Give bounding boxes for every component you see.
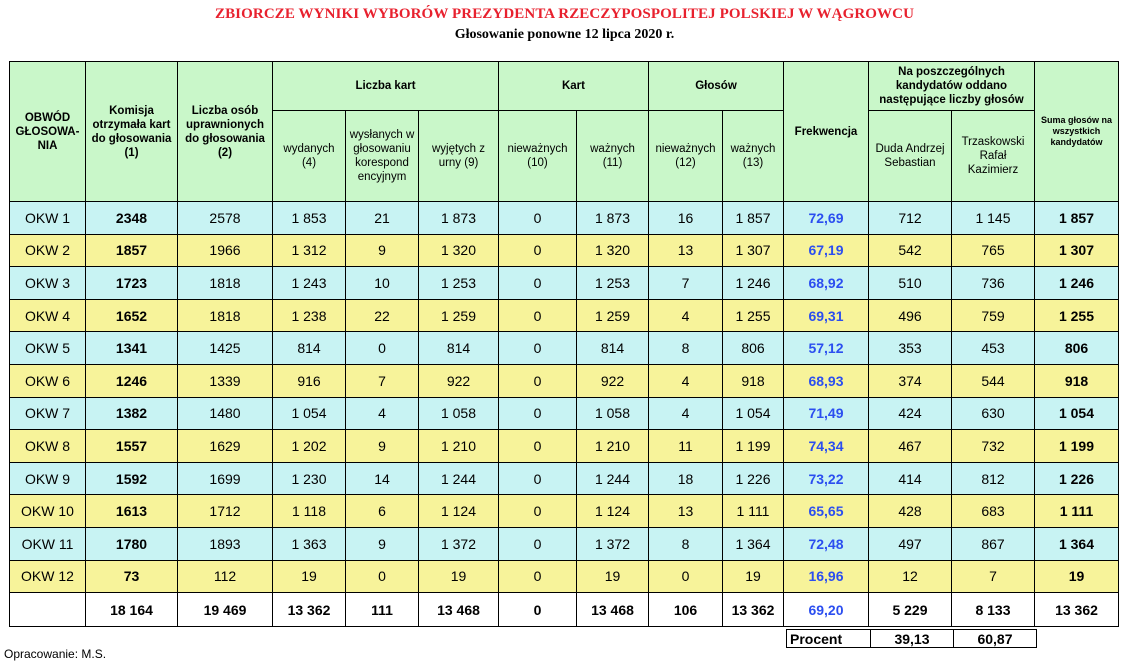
- cell-kart-niewazne: 0: [499, 430, 577, 463]
- total-uprawnieni: 19 469: [178, 593, 273, 627]
- cell-duda: 424: [869, 397, 952, 430]
- cell-wydanych: 1 853: [273, 202, 346, 235]
- cell-kart-wazne: 19: [577, 560, 649, 593]
- cell-duda: 374: [869, 364, 952, 397]
- header-kart-niewazne: nieważnych (10): [499, 111, 577, 202]
- cell-frekwencja: 16,96: [784, 560, 869, 593]
- cell-wyjetych: 1 253: [419, 267, 499, 300]
- cell-glosow-wazne: 19: [723, 560, 784, 593]
- cell-frekwencja: 67,19: [784, 234, 869, 267]
- cell-kart-niewazne: 0: [499, 332, 577, 365]
- total-duda: 5 229: [869, 593, 952, 627]
- cell-glosow-niewazne: 7: [649, 267, 723, 300]
- cell-trzaskowski: 765: [952, 234, 1035, 267]
- table-row: [10, 332, 1119, 365]
- cell-korespond: 6: [346, 495, 419, 528]
- total-kart-wazne: 13 468: [577, 593, 649, 627]
- cell-okw: OKW 3: [10, 267, 86, 300]
- cell-wyjetych: 1 873: [419, 202, 499, 235]
- cell-komisja: 73: [86, 560, 178, 593]
- cell-glosow-niewazne: 4: [649, 299, 723, 332]
- cell-wyjetych: 1 320: [419, 234, 499, 267]
- cell-kart-niewazne: 0: [499, 495, 577, 528]
- cell-kart-niewazne: 0: [499, 299, 577, 332]
- cell-trzaskowski: 867: [952, 527, 1035, 560]
- cell-korespond: 21: [346, 202, 419, 235]
- cell-komisja: 1723: [86, 267, 178, 300]
- cell-duda: 712: [869, 202, 952, 235]
- cell-wydanych: 814: [273, 332, 346, 365]
- cell-korespond: 22: [346, 299, 419, 332]
- cell-wyjetych: 1 058: [419, 397, 499, 430]
- cell-glosow-niewazne: 18: [649, 462, 723, 495]
- total-suma: 13 362: [1035, 593, 1119, 627]
- cell-trzaskowski: 7: [952, 560, 1035, 593]
- cell-glosow-niewazne: 8: [649, 332, 723, 365]
- cell-kart-wazne: 1 124: [577, 495, 649, 528]
- cell-suma: 1 307: [1035, 234, 1119, 267]
- cell-okw: OKW 1: [10, 202, 86, 235]
- cell-frekwencja: 65,65: [784, 495, 869, 528]
- cell-uprawnieni: 1425: [178, 332, 273, 365]
- cell-kart-niewazne: 0: [499, 202, 577, 235]
- cell-suma: 1 857: [1035, 202, 1119, 235]
- cell-wyjetych: 1 259: [419, 299, 499, 332]
- cell-duda: 510: [869, 267, 952, 300]
- header-liczba-kart: Liczba kart: [273, 62, 499, 111]
- table-header: [10, 62, 1119, 202]
- cell-glosow-wazne: 806: [723, 332, 784, 365]
- total-wyjetych: 13 468: [419, 593, 499, 627]
- cell-glosow-niewazne: 4: [649, 397, 723, 430]
- cell-wydanych: 1 238: [273, 299, 346, 332]
- total-komisja: 18 164: [86, 593, 178, 627]
- cell-glosow-wazne: 1 246: [723, 267, 784, 300]
- cell-uprawnieni: 1699: [178, 462, 273, 495]
- cell-wydanych: 1 363: [273, 527, 346, 560]
- cell-wydanych: 1 312: [273, 234, 346, 267]
- cell-kart-wazne: 1 253: [577, 267, 649, 300]
- cell-glosow-wazne: 918: [723, 364, 784, 397]
- cell-suma: 1 226: [1035, 462, 1119, 495]
- cell-okw: OKW 6: [10, 364, 86, 397]
- cell-kart-wazne: 1 320: [577, 234, 649, 267]
- table-row: [10, 462, 1119, 495]
- percent-table: [786, 629, 1037, 648]
- cell-wyjetych: 1 244: [419, 462, 499, 495]
- header-wyjetych: wyjętych z urny (9): [419, 111, 499, 202]
- cell-duda: 12: [869, 560, 952, 593]
- cell-wydanych: 916: [273, 364, 346, 397]
- cell-glosow-niewazne: 13: [649, 234, 723, 267]
- cell-glosow-wazne: 1 364: [723, 527, 784, 560]
- percent-trzaskowski: 60,87: [954, 630, 1037, 648]
- cell-komisja: 1613: [86, 495, 178, 528]
- cell-komisja: 1382: [86, 397, 178, 430]
- totals-row: [10, 593, 1119, 627]
- cell-frekwencja: 74,34: [784, 430, 869, 463]
- cell-suma: 1 111: [1035, 495, 1119, 528]
- cell-uprawnieni: 112: [178, 560, 273, 593]
- total-frekwencja: 69,20: [784, 593, 869, 627]
- cell-wydanych: 1 230: [273, 462, 346, 495]
- header-frekwencja: Frekwencja: [784, 62, 869, 202]
- cell-wyjetych: 1 372: [419, 527, 499, 560]
- cell-kart-niewazne: 0: [499, 234, 577, 267]
- cell-kart-wazne: 1 058: [577, 397, 649, 430]
- cell-uprawnieni: 1629: [178, 430, 273, 463]
- cell-kart-wazne: 1 244: [577, 462, 649, 495]
- cell-kart-niewazne: 0: [499, 462, 577, 495]
- cell-trzaskowski: 759: [952, 299, 1035, 332]
- cell-duda: 414: [869, 462, 952, 495]
- cell-komisja: 1341: [86, 332, 178, 365]
- page-subtitle: Głosowanie ponowne 12 lipca 2020 r.: [454, 27, 675, 42]
- cell-kart-niewazne: 0: [499, 267, 577, 300]
- cell-frekwencja: 69,31: [784, 299, 869, 332]
- cell-duda: 353: [869, 332, 952, 365]
- cell-kart-wazne: 1 259: [577, 299, 649, 332]
- table-body: [10, 202, 1119, 593]
- header-trzaskowski: Trzaskowski Rafał Kazimierz: [952, 111, 1035, 202]
- percent-duda: 39,13: [871, 630, 954, 648]
- cell-okw: OKW 8: [10, 430, 86, 463]
- cell-glosow-wazne: 1 857: [723, 202, 784, 235]
- cell-wydanych: 1 054: [273, 397, 346, 430]
- cell-wydanych: 1 202: [273, 430, 346, 463]
- header-glosow: Głosów: [649, 62, 784, 111]
- cell-kart-niewazne: 0: [499, 527, 577, 560]
- table-totals: [10, 593, 1119, 627]
- cell-uprawnieni: 1818: [178, 299, 273, 332]
- cell-suma: 806: [1035, 332, 1119, 365]
- cell-korespond: 9: [346, 234, 419, 267]
- cell-frekwencja: 68,92: [784, 267, 869, 300]
- footer-credit: Opracowanie: M.S.: [4, 647, 107, 661]
- cell-trzaskowski: 732: [952, 430, 1035, 463]
- cell-uprawnieni: 1818: [178, 267, 273, 300]
- cell-frekwencja: 57,12: [784, 332, 869, 365]
- cell-trzaskowski: 683: [952, 495, 1035, 528]
- cell-trzaskowski: 812: [952, 462, 1035, 495]
- cell-okw: OKW 7: [10, 397, 86, 430]
- cell-korespond: 10: [346, 267, 419, 300]
- cell-duda: 428: [869, 495, 952, 528]
- cell-uprawnieni: 1480: [178, 397, 273, 430]
- totals-empty-cell: [10, 593, 86, 627]
- cell-glosow-niewazne: 4: [649, 364, 723, 397]
- cell-uprawnieni: 2578: [178, 202, 273, 235]
- cell-glosow-wazne: 1 111: [723, 495, 784, 528]
- cell-okw: OKW 10: [10, 495, 86, 528]
- cell-suma: 1 255: [1035, 299, 1119, 332]
- cell-glosow-niewazne: 16: [649, 202, 723, 235]
- cell-okw: OKW 5: [10, 332, 86, 365]
- cell-trzaskowski: 453: [952, 332, 1035, 365]
- cell-frekwencja: 71,49: [784, 397, 869, 430]
- cell-korespond: 7: [346, 364, 419, 397]
- cell-wyjetych: 814: [419, 332, 499, 365]
- cell-korespond: 4: [346, 397, 419, 430]
- cell-frekwencja: 68,93: [784, 364, 869, 397]
- cell-glosow-wazne: 1 199: [723, 430, 784, 463]
- table-row: [10, 267, 1119, 300]
- cell-komisja: 1652: [86, 299, 178, 332]
- cell-wydanych: 1 243: [273, 267, 346, 300]
- cell-komisja: 2348: [86, 202, 178, 235]
- cell-trzaskowski: 630: [952, 397, 1035, 430]
- cell-uprawnieni: 1966: [178, 234, 273, 267]
- table-row: [10, 202, 1119, 235]
- cell-kart-wazne: 1 210: [577, 430, 649, 463]
- cell-wyjetych: 922: [419, 364, 499, 397]
- total-glosow-niewazne: 106: [649, 593, 723, 627]
- cell-glosow-niewazne: 13: [649, 495, 723, 528]
- percent-label: Procent: [787, 630, 871, 648]
- cell-frekwencja: 73,22: [784, 462, 869, 495]
- cell-duda: 496: [869, 299, 952, 332]
- header-komisja: Komisja otrzymała kart do głosowania (1): [86, 62, 178, 202]
- table-row: [10, 299, 1119, 332]
- cell-trzaskowski: 1 145: [952, 202, 1035, 235]
- cell-kart-wazne: 1 873: [577, 202, 649, 235]
- table-row: [10, 527, 1119, 560]
- cell-kart-wazne: 922: [577, 364, 649, 397]
- total-korespond: 111: [346, 593, 419, 627]
- cell-komisja: 1780: [86, 527, 178, 560]
- header-kart-wazne: ważnych (11): [577, 111, 649, 202]
- table-row: [10, 364, 1119, 397]
- cell-frekwencja: 72,48: [784, 527, 869, 560]
- table-row: [10, 495, 1119, 528]
- cell-glosow-niewazne: 0: [649, 560, 723, 593]
- table-row: [10, 560, 1119, 593]
- cell-suma: 1 199: [1035, 430, 1119, 463]
- cell-suma: 1 054: [1035, 397, 1119, 430]
- cell-frekwencja: 72,69: [784, 202, 869, 235]
- table-row: [10, 234, 1119, 267]
- cell-wyjetych: 1 210: [419, 430, 499, 463]
- cell-korespond: 0: [346, 560, 419, 593]
- header-kandydaci: Na poszczególnych kandydatów oddano następujące liczby głosów: [869, 62, 1035, 111]
- cell-korespond: 9: [346, 527, 419, 560]
- cell-uprawnieni: 1339: [178, 364, 273, 397]
- cell-wyjetych: 19: [419, 560, 499, 593]
- cell-suma: 19: [1035, 560, 1119, 593]
- cell-glosow-niewazne: 11: [649, 430, 723, 463]
- cell-kart-wazne: 1 372: [577, 527, 649, 560]
- header-glosow-niewazne: nieważnych (12): [649, 111, 723, 202]
- cell-okw: OKW 2: [10, 234, 86, 267]
- cell-duda: 497: [869, 527, 952, 560]
- cell-kart-niewazne: 0: [499, 397, 577, 430]
- cell-kart-niewazne: 0: [499, 560, 577, 593]
- cell-komisja: 1557: [86, 430, 178, 463]
- table-row: [10, 430, 1119, 463]
- cell-trzaskowski: 736: [952, 267, 1035, 300]
- cell-duda: 467: [869, 430, 952, 463]
- cell-suma: 918: [1035, 364, 1119, 397]
- header-glosow-wazne: ważnych (13): [723, 111, 784, 202]
- total-wydanych: 13 362: [273, 593, 346, 627]
- cell-uprawnieni: 1712: [178, 495, 273, 528]
- cell-okw: OKW 11: [10, 527, 86, 560]
- cell-komisja: 1592: [86, 462, 178, 495]
- cell-okw: OKW 9: [10, 462, 86, 495]
- results-table: [9, 61, 1119, 627]
- cell-korespond: 9: [346, 430, 419, 463]
- cell-suma: 1 246: [1035, 267, 1119, 300]
- cell-kart-wazne: 814: [577, 332, 649, 365]
- cell-okw: OKW 4: [10, 299, 86, 332]
- cell-duda: 542: [869, 234, 952, 267]
- cell-wydanych: 1 118: [273, 495, 346, 528]
- header-duda: Duda Andrzej Sebastian: [869, 111, 952, 202]
- total-kart-niewazne: 0: [499, 593, 577, 627]
- cell-korespond: 0: [346, 332, 419, 365]
- table-row: [10, 397, 1119, 430]
- cell-glosow-wazne: 1 307: [723, 234, 784, 267]
- cell-glosow-wazne: 1 226: [723, 462, 784, 495]
- cell-glosow-niewazne: 8: [649, 527, 723, 560]
- cell-okw: OKW 12: [10, 560, 86, 593]
- page-title: ZBIORCZE WYNIKI WYBORÓW PREZYDENTA RZECZYPOSPOLITEJ POLSKIEJ W WĄGROWCU: [214, 6, 915, 22]
- header-uprawnieni: Liczba osób uprawnionych do głosowania (2): [178, 62, 273, 202]
- cell-wydanych: 19: [273, 560, 346, 593]
- total-glosow-wazne: 13 362: [723, 593, 784, 627]
- header-korespond: wysłanych w głosowaniu korespond encyjnym: [346, 111, 419, 202]
- total-trzaskowski: 8 133: [952, 593, 1035, 627]
- cell-glosow-wazne: 1 054: [723, 397, 784, 430]
- header-suma: Suma głosów na wszystkich kandydatów: [1035, 62, 1119, 202]
- cell-komisja: 1857: [86, 234, 178, 267]
- cell-uprawnieni: 1893: [178, 527, 273, 560]
- header-obwod: OBWÓD GŁOSOWA-NIA: [10, 62, 86, 202]
- cell-suma: 1 364: [1035, 527, 1119, 560]
- cell-kart-niewazne: 0: [499, 364, 577, 397]
- cell-trzaskowski: 544: [952, 364, 1035, 397]
- cell-glosow-wazne: 1 255: [723, 299, 784, 332]
- cell-korespond: 14: [346, 462, 419, 495]
- header-kart: Kart: [499, 62, 649, 111]
- cell-komisja: 1246: [86, 364, 178, 397]
- cell-wyjetych: 1 124: [419, 495, 499, 528]
- header-wydanych: wydanych (4): [273, 111, 346, 202]
